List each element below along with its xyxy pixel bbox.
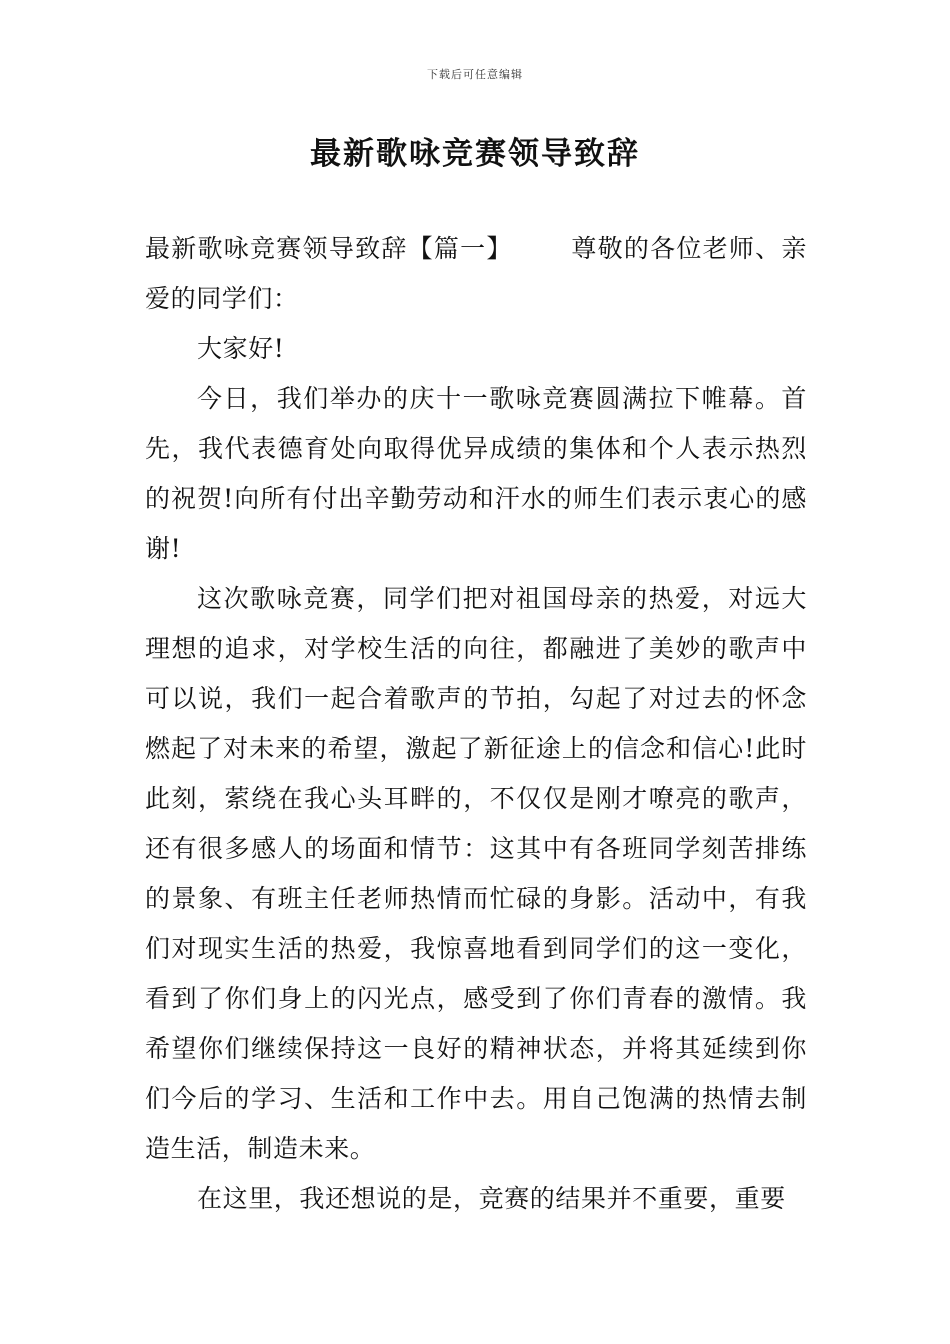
salutation: 尊敬的各位老师、亲爱的同学们：: [145, 234, 807, 313]
document-body: [145, 224, 807, 1224]
document-title: 最新歌咏竞赛领导致辞: [310, 136, 640, 172]
paragraph-thanks: 今日，我们举办的庆十一歌咏竞赛圆满拉下帷幕。首先，我代表德育处向取得优异成绩的集体和个人表示热烈的祝贺!向所有付出辛勤劳动和汗水的师生们表示衷心的感谢!: [145, 384, 807, 563]
paragraph-competition: 这次歌咏竞赛，同学们把对祖国母亲的热爱，对远大理想的追求，对学校生活的向往，都融进了美妙的歌声中可以说，我们一起合着歌声的节拍，勾起了对过去的怀念燃起了对未来的希望，激起了新征途上的信念和信心!此时此刻，萦绕在我心头耳畔的，不仅仅是刚才嘹亮的歌声，还有很多感人的场面和情节：这其中有各班同学刻苦排练的景象、有班主任老师热情而忙碌的身影。活动中，有我们对现实生活的热爱，我惊喜地看到同学们的这一变化，看到了你们身上的闪光点，感受到了你们青春的激情。我希望你们继续保持这一良好的精神状态，并将其延续到你们今后的学习、生活和工作中去。用自己饱满的热情去制造生活，制造未来。: [145, 584, 807, 1163]
intro-line: [145, 224, 807, 324]
section-heading: 最新歌咏竞赛领导致辞【篇一】: [145, 234, 513, 263]
paragraph-greeting: 大家好!: [197, 334, 285, 363]
header-note: 下载后可任意编辑: [427, 68, 523, 81]
paragraph-closing: 在这里，我还想说的是，竞赛的结果并不重要，重要: [197, 1184, 786, 1213]
